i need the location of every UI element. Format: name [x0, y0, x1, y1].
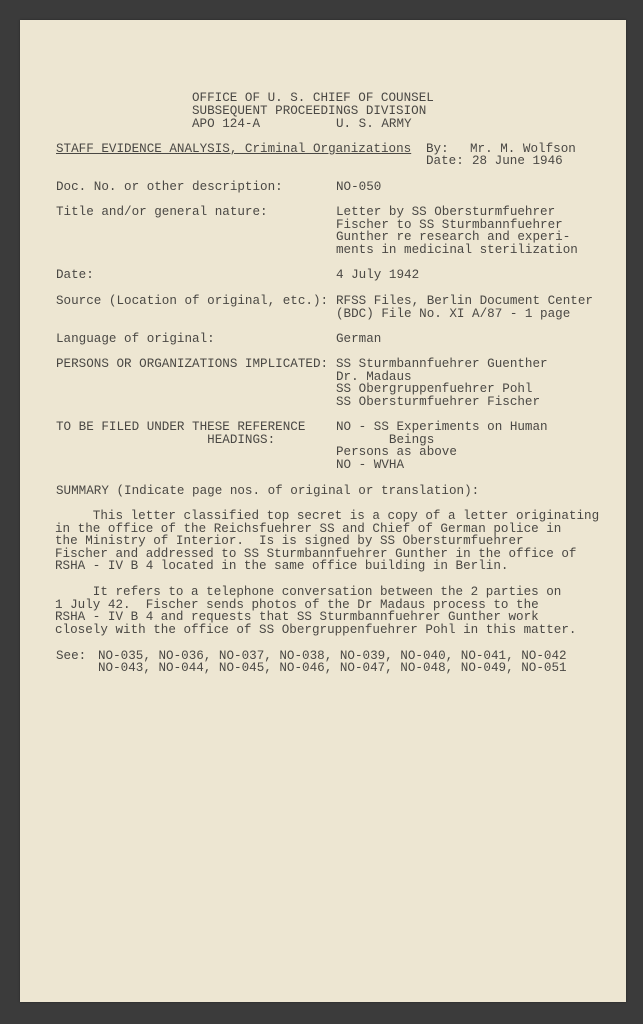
analysis-date-label: Date:: [426, 154, 464, 168]
analysis-date-value: 28 June 1946: [472, 154, 563, 168]
see-references-line-1: NO-035, NO-036, NO-037, NO-038, NO-039, NO-040, NO-041, NO-042: [98, 649, 567, 663]
date-value: 4 July 1942: [336, 268, 420, 282]
by-label: By:: [426, 142, 449, 156]
reference-label: TO BE FILED UNDER THESE REFERENCE HEADINGS:: [56, 420, 306, 447]
reference-value: NO - SS Experiments on Human Beings Persons as above NO - WVHA: [336, 420, 548, 472]
see-label: See:: [56, 649, 87, 663]
title-value: Letter by SS Obersturmfuehrer Fischer to SS Sturmbannfuehrer Gunther re research and experi- ments in medicinal sterilization: [336, 205, 578, 257]
summary-paragraph-2: It refers to a telephone conversation between the 2 parties on 1 July 42. Fischer sends photos of the Dr Madaus process to the RSHA - IV B 4 and requests that SS Sturmbannfuehrer Gunther work closely with the office of SS Obergruppenfuehrer Pohl in this matter.: [55, 585, 577, 637]
language-value: German: [336, 332, 382, 346]
see-references-line-2: NO-043, NO-044, NO-045, NO-046, NO-047, NO-048, NO-049, NO-051: [98, 661, 567, 675]
doc-no-value: NO-050: [336, 180, 382, 194]
by-value: Mr. M. Wolfson: [470, 142, 576, 156]
header-division: SUBSEQUENT PROCEEDINGS DIVISION: [192, 104, 427, 118]
source-label: Source (Location of original, etc.):: [56, 294, 329, 308]
date-label: Date:: [56, 268, 94, 282]
doc-no-label: Doc. No. or other description:: [56, 180, 283, 194]
header-office: OFFICE OF U. S. CHIEF OF COUNSEL: [192, 91, 434, 105]
source-value: RFSS Files, Berlin Document Center (BDC) File No. XI A/87 - 1 page: [336, 294, 593, 321]
header-apo: APO 124-A: [192, 117, 261, 131]
header-army: U. S. ARMY: [336, 117, 412, 131]
language-label: Language of original:: [56, 332, 215, 346]
summary-label: SUMMARY (Indicate page nos. of original or translation):: [56, 484, 480, 498]
summary-paragraph-1: This letter classified top secret is a copy of a letter originating in the office of the Reichsfuehrer SS and Chief of German police in the Ministry of Interior. Is is signed by SS Obersturmfuehrer Fischer and addressed to SS Sturmbannfuehrer Gunther in the office of RSHA - IV B 4 located in the same office building in Berlin.: [55, 509, 600, 574]
persons-label: PERSONS OR ORGANIZATIONS IMPLICATED:: [56, 357, 329, 371]
analysis-title: STAFF EVIDENCE ANALYSIS, Criminal Organizations: [56, 142, 412, 156]
persons-value: SS Sturmbannfuehrer Guenther Dr. Madaus SS Obergruppenfuehrer Pohl SS Obersturmfuehrer Fischer: [336, 357, 548, 409]
title-label: Title and/or general nature:: [56, 205, 268, 219]
